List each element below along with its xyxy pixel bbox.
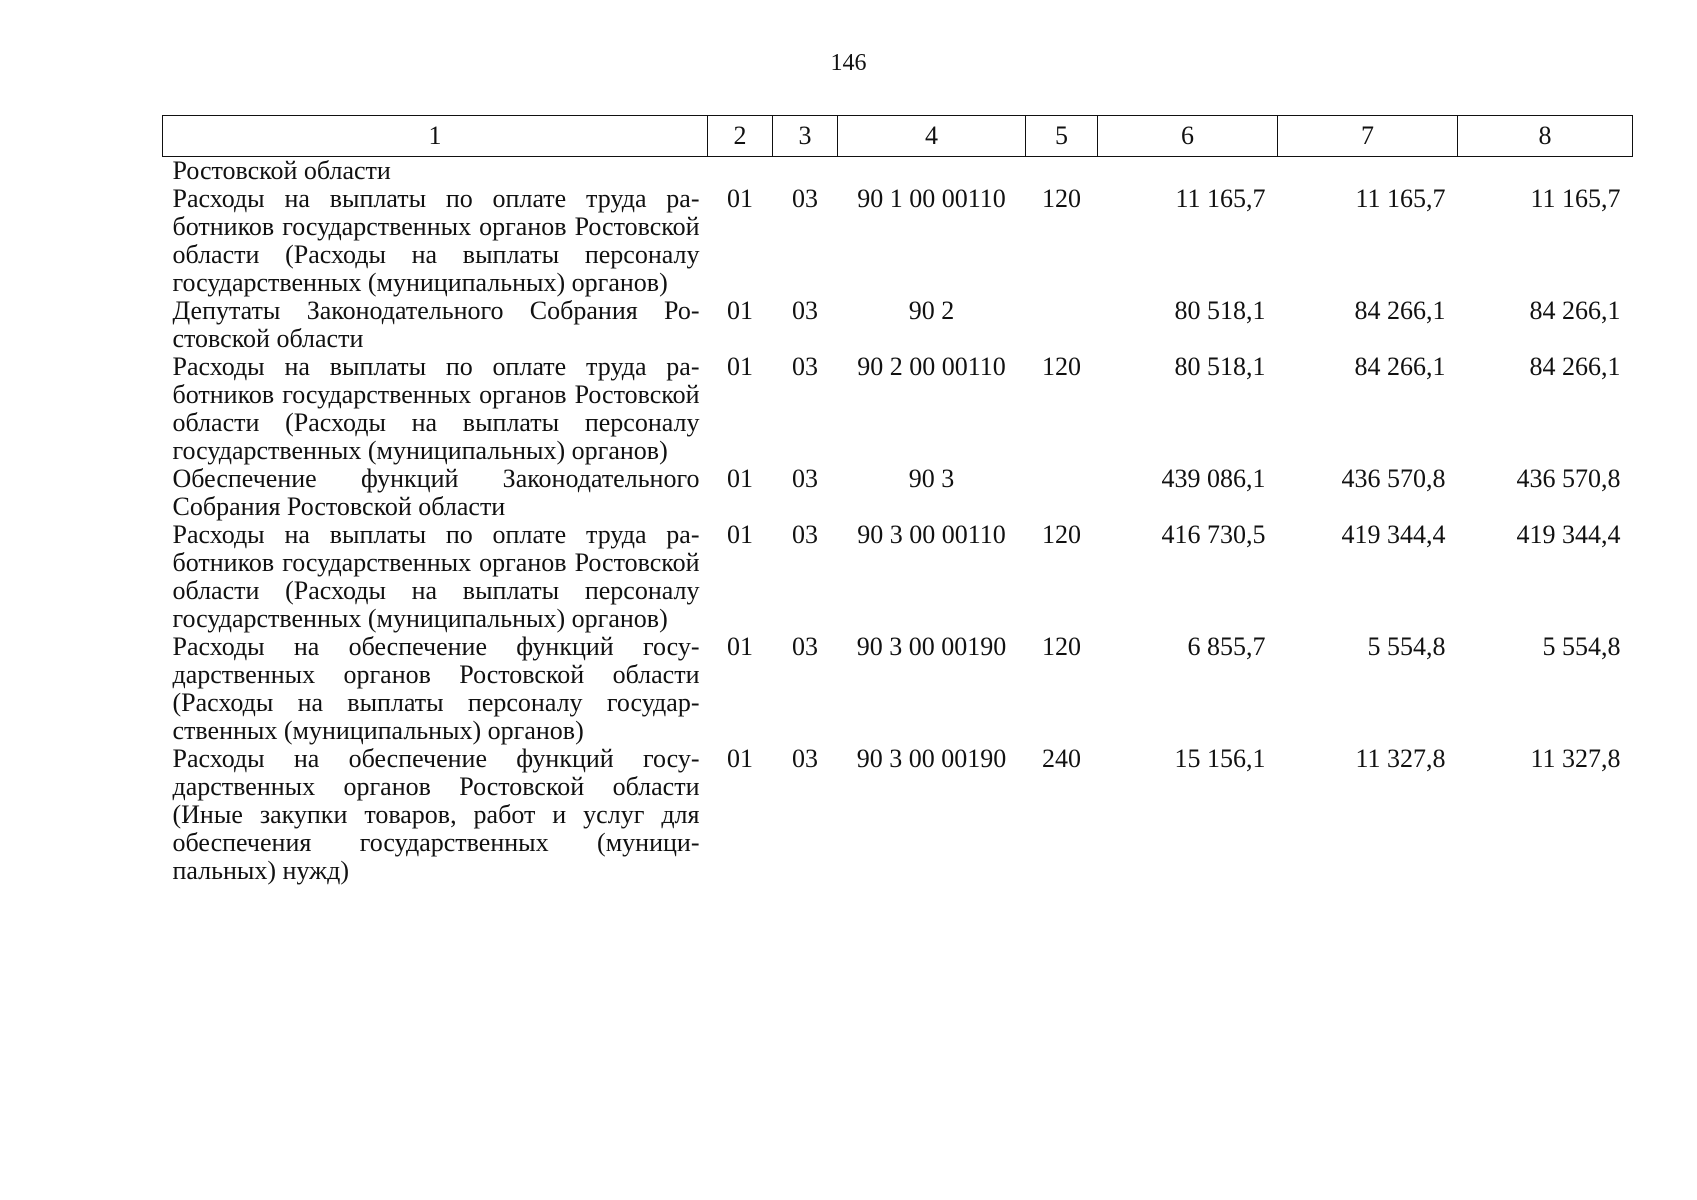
row-target-code: 90 2 00 00110: [857, 352, 1006, 381]
row-subsection: 03: [792, 464, 818, 493]
row-amount-2: 11 327,8: [1355, 744, 1446, 773]
row-target-code: 90 1 00 00110: [857, 184, 1006, 213]
row-expense-type: [1026, 297, 1098, 353]
header-col-3: 3: [773, 116, 838, 157]
row-amount-2: 5 554,8: [1367, 632, 1446, 661]
header-col-1: 1: [163, 116, 708, 157]
row-expense-type: 120: [1042, 184, 1081, 213]
row-amount-2: 436 570,8: [1341, 464, 1446, 493]
table-row: [163, 465, 1633, 521]
row-section: 01: [727, 352, 753, 381]
row-section: 01: [727, 632, 753, 661]
row-description: Обеспечение функций Законодательного Собрания Ростовской области: [172, 464, 700, 521]
row-target-code: 90 3 00 00190: [856, 744, 1007, 773]
row-subsection: 03: [792, 632, 818, 661]
row-amount-1: 80 518,1: [1174, 352, 1266, 381]
row-subsection: 03: [792, 520, 818, 549]
row-expense-type: 120: [1042, 520, 1081, 549]
table-row: [163, 185, 1633, 297]
row-subsection: 03: [792, 296, 818, 325]
row-amount-2: 84 266,1: [1354, 352, 1446, 381]
table-row: [163, 521, 1633, 633]
row-subsection: 03: [792, 184, 818, 213]
row-description: Расходы на обеспечение функций государственных органов Ростовской области (Расходы на выплаты персоналу государственных (муниципальных) органов): [172, 632, 700, 745]
row-description: Расходы на обеспечение функций государственных органов Ростовской области (Иные закупки товаров, работ и услуг для обеспечения государственных (муниципальных) нужд): [172, 744, 700, 885]
row-description: Депутаты Законодательного Собрания Ростовской области: [172, 296, 700, 353]
row-subsection: 03: [792, 352, 818, 381]
table-row: [163, 633, 1633, 745]
row-amount-2: 84 266,1: [1354, 296, 1446, 325]
header-col-8: 8: [1458, 116, 1633, 157]
row-amount-3: 11 327,8: [1530, 744, 1621, 773]
row-expense-type: [1026, 465, 1098, 521]
continuation-row: [163, 157, 1633, 186]
row-description: Расходы на выплаты по оплате труда работников государственных органов Ростовской области (Расходы на выплаты персоналу государственных (муниципальных) органов): [172, 352, 700, 465]
row-amount-2: 419 344,4: [1341, 520, 1446, 549]
header-row: [163, 116, 1633, 157]
row-amount-2: 11 165,7: [1355, 184, 1446, 213]
row-expense-type: 120: [1042, 352, 1081, 381]
row-amount-3: 11 165,7: [1530, 184, 1621, 213]
row-target-code: 90 3: [908, 464, 955, 493]
row-amount-3: 84 266,1: [1529, 352, 1621, 381]
row-description: Расходы на выплаты по оплате труда работников государственных органов Ростовской области (Расходы на выплаты персоналу государственных (муниципальных) органов): [172, 520, 700, 633]
row-amount-1: 416 730,5: [1161, 520, 1266, 549]
continuation-text: Ростовской области: [172, 156, 391, 185]
table-row: [163, 353, 1633, 465]
row-description: Расходы на выплаты по оплате труда работников государственных органов Ростовской области (Расходы на выплаты персоналу государственных (муниципальных) органов): [172, 184, 700, 297]
page-number: 146: [830, 50, 867, 76]
row-expense-type: 120: [1042, 632, 1081, 661]
header-col-2: 2: [708, 116, 773, 157]
row-amount-1: 439 086,1: [1161, 464, 1266, 493]
row-amount-1: 15 156,1: [1174, 744, 1266, 773]
header-col-7: 7: [1278, 116, 1458, 157]
budget-table: [162, 115, 1633, 885]
row-section: 01: [727, 744, 753, 773]
header-col-4: 4: [838, 116, 1026, 157]
header-col-5: 5: [1026, 116, 1098, 157]
row-amount-1: 80 518,1: [1174, 296, 1266, 325]
row-amount-3: 84 266,1: [1529, 296, 1621, 325]
row-expense-type: 240: [1042, 744, 1081, 773]
row-target-code: 90 2: [908, 296, 955, 325]
row-amount-1: 6 855,7: [1187, 632, 1266, 661]
row-amount-3: 436 570,8: [1516, 464, 1621, 493]
row-section: 01: [727, 184, 753, 213]
row-amount-3: 419 344,4: [1516, 520, 1621, 549]
row-amount-3: 5 554,8: [1542, 632, 1621, 661]
table-row: [163, 745, 1633, 885]
row-subsection: 03: [792, 744, 818, 773]
row-target-code: 90 3 00 00190: [856, 632, 1007, 661]
row-target-code: 90 3 00 00110: [857, 520, 1006, 549]
row-section: 01: [727, 296, 753, 325]
row-section: 01: [727, 464, 753, 493]
row-amount-1: 11 165,7: [1175, 184, 1266, 213]
table-row: [163, 297, 1633, 353]
row-section: 01: [727, 520, 753, 549]
header-col-6: 6: [1098, 116, 1278, 157]
